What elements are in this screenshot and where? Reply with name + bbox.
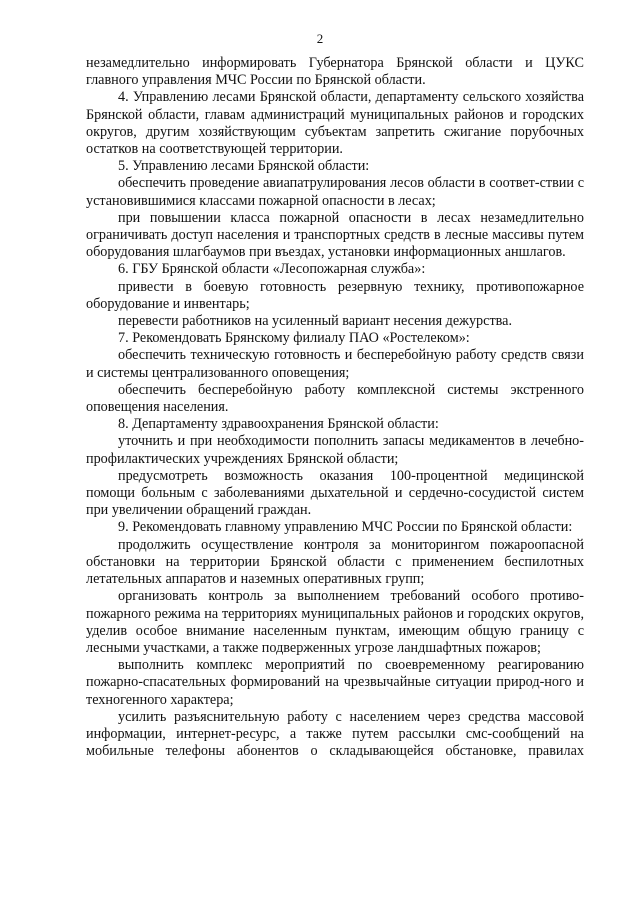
paragraph-item-7-sub-2: обеспечить бесперебойную работу комплексной системы экстренного оповещения населения. [86, 381, 584, 416]
paragraph-item-8-sub-2: предусмотреть возможность оказания 100-процентной медицинской помощи больным с заболеваниями дыхательной и сердечно-сосудистой систем при увеличении обращений граждан. [86, 467, 584, 519]
paragraph-item-6-sub-1: привести в боевую готовность резервную технику, противопожарное оборудование и инвентарь; [86, 278, 584, 312]
paragraph-item-5: 5. Управлению лесами Брянской области: [118, 158, 370, 175]
paragraph-item-9-sub-3: выполнить комплекс мероприятий по своевременному реагированию пожарно-спасательных формирований на чрезвычайные ситуации природ-ного и техногенного характера; [86, 657, 584, 708]
paragraph-item-9: 9. Рекомендовать главному управлению МЧС России по Брянской области: [118, 519, 573, 536]
paragraph-item-8-sub-1: уточнить и при необходимости пополнить запасы медикаментов в лечебно-профилактических учреждениях Брянской области; [86, 433, 584, 467]
paragraph-continuation: незамедлительно информировать Губернатора Брянской области и ЦУКС главного управления МЧС России по Брянской области. [86, 55, 584, 89]
paragraph-item-5-sub-2: при повышении класса пожарной опасности в лесах незамедлительно ограничивать доступ населения и транспортных средств в лесные массивы путем оборудования шлагбаумов при въездах, установки информационных аншлагов. [86, 209, 584, 261]
paragraph-item-9-sub-1: продолжить осуществление контроля за мониторингом пожароопасной обстановки на территории Брянской области с применением беспилотных летательных аппаратов и наземных оперативных групп; [86, 536, 584, 588]
paragraph-item-4: 4. Управлению лесами Брянской области, департаменту сельского хозяйства Брянской области, главам администраций муниципальных районов и городских округов, другим хозяйствующим субъектам запретить сжигание порубочных остатков на соответствующей территории. [86, 89, 584, 158]
paragraph-item-9-sub-4: усилить разъяснительную работу с населением через средства массовой информации, интернет-ресурс, а также путем рассылки смс-сообщений на мобильные телефоны абонентов о складывающейся обстановке, правилах [86, 708, 584, 760]
paragraph-item-8: 8. Департаменту здравоохранения Брянской области: [118, 416, 439, 433]
paragraph-item-6: 6. ГБУ Брянской области «Лесопожарная служба»: [118, 261, 426, 278]
paragraph-item-7: 7. Рекомендовать Брянскому филиалу ПАО «Ростелеком»: [118, 330, 470, 347]
paragraph-item-9-sub-2: организовать контроль за выполнением требований особого противо-пожарного режима на территориях муниципальных районов и городских округов, уделив особое внимание населенным пунктам, имеющим общую границу с лесными участками, а также подверженных угрозе ландшафтных пожаров; [86, 588, 584, 656]
paragraph-item-7-sub-1: обеспечить техническую готовность и бесперебойную работу средств связи и системы централизованного оповещения; [86, 347, 584, 381]
document-body [86, 55, 584, 760]
paragraph-item-5-sub-1: обеспечить проведение авиапатрулирования лесов области в соответ-ствии с установившимися классами пожарной опасности в лесах; [86, 175, 584, 209]
paragraph-item-6-sub-2: перевести работников на усиленный вариант несения дежурства. [118, 313, 513, 330]
page-number: 2 [316, 31, 324, 46]
